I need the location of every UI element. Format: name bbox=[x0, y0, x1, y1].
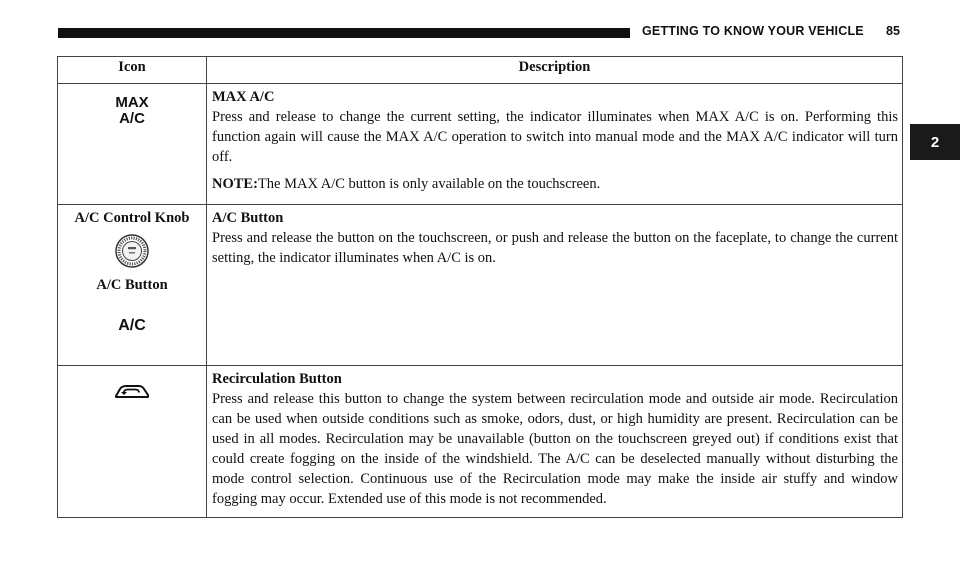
description-cell bbox=[207, 366, 903, 518]
description-cell bbox=[207, 84, 903, 205]
max-ac-icon: MAX A/C bbox=[115, 94, 149, 127]
ac-control-knob-icon bbox=[115, 234, 149, 268]
row-body: Press and release to change the current setting, the indicator illuminates when MAX A/C is on. Performing this function again will cause the MAX A/C operation to switch into manual mode and the MAX A/C indicator will turn off. bbox=[212, 109, 898, 165]
icon-cell bbox=[58, 205, 207, 366]
page-number: 85 bbox=[886, 24, 900, 38]
row-body: Press and release this button to change the system between recirculation mode and outside air mode. Recirculation can be used when outside conditions such as smoke, odors, dust, or high humidity are present. Recirculation can be used in all modes. Recirculation may be unavailable (button on the touchscreen greyed out) if conditions exist that could create fogging on the inside of the windshield. The A/C can be deselected manually without disturbing the mode control selection. Continuous use of the Recirculation mode may make the inside air stuffy and window fogging may occur. Extended use of this mode is not recommended. bbox=[212, 391, 898, 507]
table-row-max-ac bbox=[58, 84, 903, 205]
column-header-icon: Icon bbox=[58, 57, 207, 84]
header-rule bbox=[58, 28, 630, 38]
row-title: A/C Button bbox=[212, 210, 284, 226]
row-body: Press and release the button on the touchscreen, or push and release the button on the faceplate, to change the current setting, the indicator illuminates when A/C is on. bbox=[212, 230, 898, 266]
table-header-row bbox=[58, 57, 903, 84]
running-header-title: GETTING TO KNOW YOUR VEHICLE bbox=[642, 24, 864, 38]
column-header-description: Description bbox=[207, 57, 903, 84]
row-title: MAX A/C bbox=[212, 89, 275, 105]
note bbox=[212, 174, 898, 194]
description-cell bbox=[207, 205, 903, 366]
ac-control-knob-label: A/C Control Knob bbox=[74, 210, 190, 226]
icon-cell bbox=[58, 366, 207, 518]
controls-table bbox=[57, 56, 903, 518]
table-row-ac-button bbox=[58, 205, 903, 366]
recirculation-icon bbox=[113, 380, 151, 402]
ac-icon: A/C bbox=[118, 317, 146, 334]
row-title: Recirculation Button bbox=[212, 371, 342, 387]
table-row-recirculation bbox=[58, 366, 903, 518]
chapter-tab: 2 bbox=[910, 124, 960, 160]
note-text: The MAX A/C button is only available on the touchscreen. bbox=[257, 176, 601, 192]
ac-button-label: A/C Button bbox=[96, 277, 168, 293]
icon-cell bbox=[58, 84, 207, 205]
note-label: NOTE: bbox=[212, 176, 258, 192]
